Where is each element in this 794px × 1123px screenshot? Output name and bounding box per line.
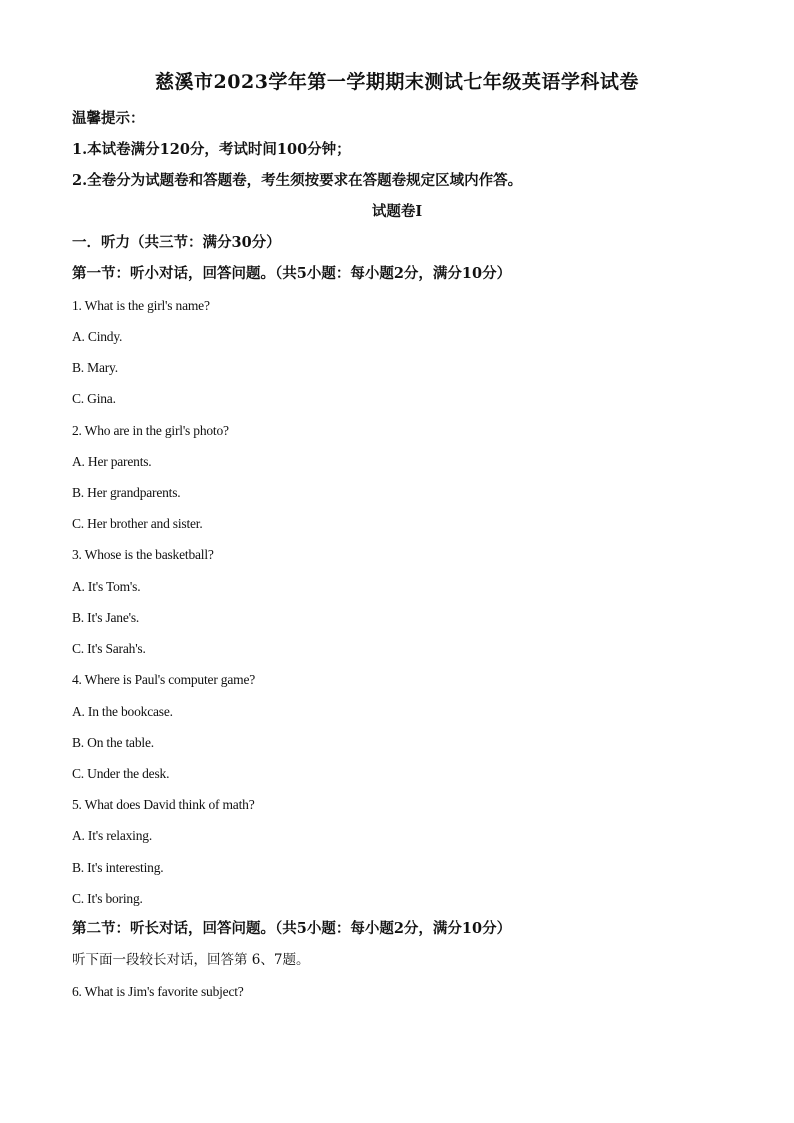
question-4-option-a: A. In the bookcase. (72, 704, 173, 719)
section-two-instruction: 听下面一段较长对话，回答第 6、7题。 (72, 952, 310, 968)
question-1-option-a: A. Cindy. (72, 329, 123, 344)
section-two-heading: 第二节：听长对话，回答问题。（共5小题：每小题2分，满分10分） (72, 920, 512, 937)
tip-1: 1.本试卷满分120分，考试时间100分钟； (72, 141, 351, 158)
paper-label: 试题卷I (371, 203, 423, 220)
part-one-heading: 一．听力（共三节：满分30分） (72, 234, 281, 251)
question-2-option-b: B. Her grandparents. (72, 485, 181, 500)
question-5-option-c: C. It's boring. (72, 891, 143, 906)
question-4-option-c: C. Under the desk. (72, 766, 170, 781)
question-4-option-b: B. On the table. (72, 735, 154, 750)
question-2: 2. Who are in the girl's photo? (72, 423, 229, 438)
tip-2: 2.全卷分为试题卷和答题卷，考生须按要求在答题卷规定区域内作答。 (72, 172, 523, 189)
question-5-option-a: A. It's relaxing. (72, 828, 153, 843)
question-2-option-c: C. Her brother and sister. (72, 516, 203, 531)
question-1: 1. What is the girl's name? (72, 298, 210, 313)
question-2-option-a: A. Her parents. (72, 454, 152, 469)
question-5: 5. What does David think of math? (72, 797, 255, 812)
exam-title: 慈溪市2023学年第一学期期末测试七年级英语学科试卷 (155, 71, 639, 93)
question-6: 6. What is Jim's favorite subject? (72, 984, 244, 999)
question-3-option-c: C. It's Sarah's. (72, 641, 146, 656)
question-4: 4. Where is Paul's computer game? (72, 672, 256, 687)
question-1-option-b: B. Mary. (72, 360, 118, 375)
question-5-option-b: B. It's interesting. (72, 860, 164, 875)
question-3: 3. Whose is the basketball? (72, 547, 214, 562)
tips-heading: 温馨提示： (72, 110, 145, 127)
question-1-option-c: C. Gina. (72, 391, 116, 406)
section-one-heading: 第一节：听小对话，回答问题。（共5小题：每小题2分，满分10分） (72, 265, 512, 282)
question-3-option-a: A. It's Tom's. (72, 579, 141, 594)
question-3-option-b: B. It's Jane's. (72, 610, 140, 625)
